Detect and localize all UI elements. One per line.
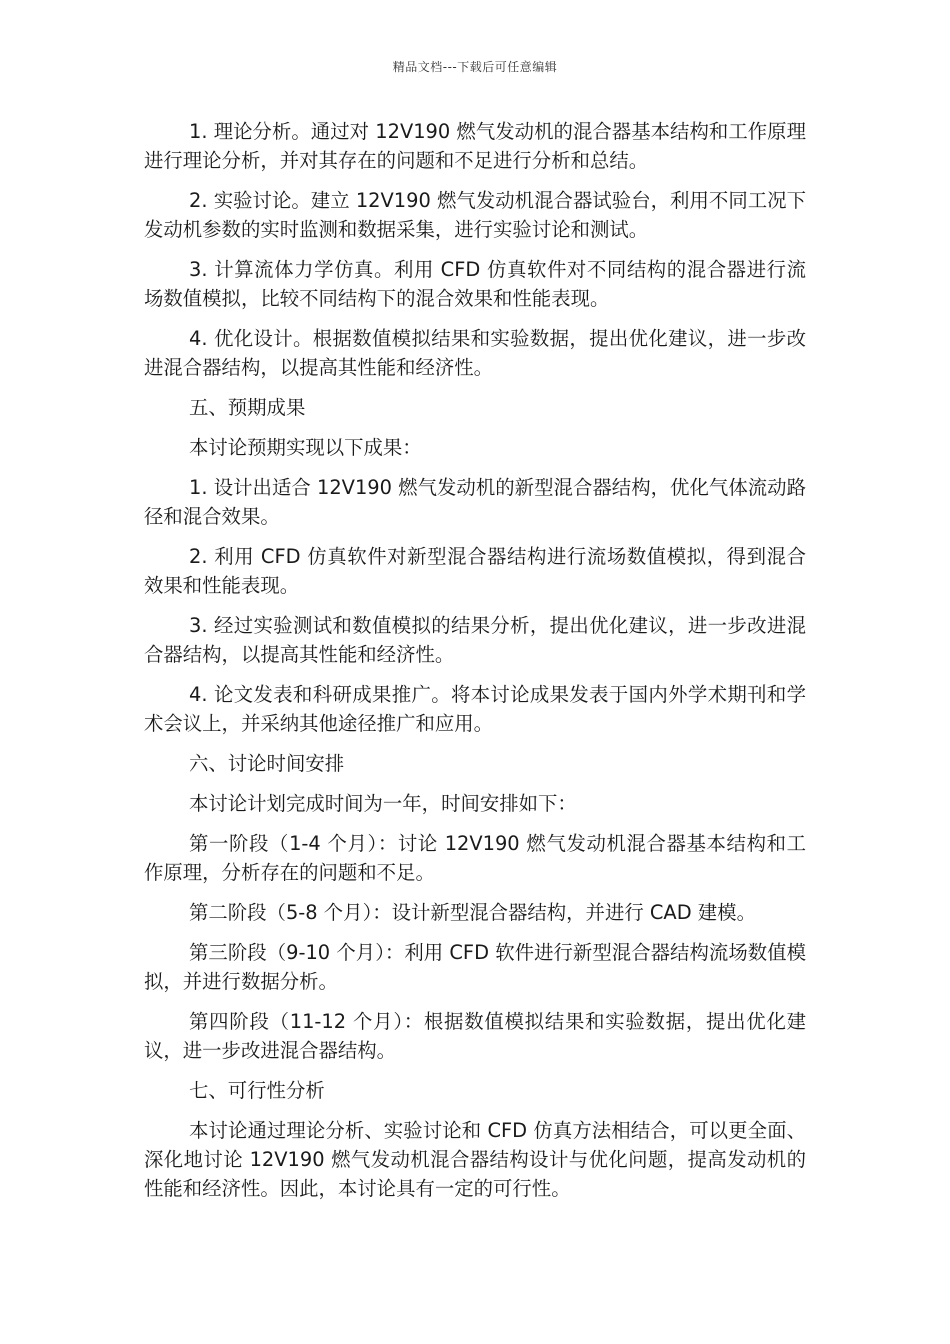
paragraph-phase-2: 第二阶段（5-8 个月）：设计新型混合器结构，并进行 CAD 建模。 <box>189 901 756 924</box>
paragraph-result-2: 2. 利用 CFD 仿真软件对新型混合器结构进行流场数值模拟，得到混合效果和性能表现。 <box>144 545 806 597</box>
paragraph-results-intro: 本讨论预期实现以下成果： <box>189 436 422 459</box>
document-body <box>144 117 806 1214</box>
section-heading-schedule: 六、讨论时间安排 <box>189 752 345 775</box>
paragraph-phase-3: 第三阶段（9-10 个月）：利用 CFD 软件进行新型混合器结构流场数值模拟，并进行数据分析。 <box>144 941 806 993</box>
paragraph-result-1: 1. 设计出适合 12V190 燃气发动机的新型混合器结构，优化气体流动路径和混合效果。 <box>144 476 806 528</box>
paragraph-phase-4: 第四阶段（11-12 个月）：根据数值模拟结果和实验数据，提出优化建议，进一步改进混合器结构。 <box>144 1010 806 1062</box>
paragraph-phase-1: 第一阶段（1-4 个月）：讨论 12V190 燃气发动机混合器基本结构和工作原理，分析存在的问题和不足。 <box>144 832 806 884</box>
page-header: 精品文档---下载后可任意编辑 <box>392 60 558 74</box>
paragraph-method-2: 2. 实验讨论。建立 12V190 燃气发动机混合器试验台，利用不同工况下发动机参数的实时监测和数据采集，进行实验讨论和测试。 <box>144 189 806 241</box>
paragraph-method-3: 3. 计算流体力学仿真。利用 CFD 仿真软件对不同结构的混合器进行流场数值模拟，比较不同结构下的混合效果和性能表现。 <box>144 258 806 310</box>
section-heading-feasibility: 七、可行性分析 <box>189 1079 325 1102</box>
paragraph-method-1: 1. 理论分析。通过对 12V190 燃气发动机的混合器基本结构和工作原理进行理论分析，并对其存在的问题和不足进行分析和总结。 <box>144 120 806 172</box>
section-heading-expected-results: 五、预期成果 <box>189 396 306 419</box>
paragraph-method-4: 4. 优化设计。根据数值模拟结果和实验数据，提出优化建议，进一步改进混合器结构，以提高其性能和经济性。 <box>144 327 806 379</box>
paragraph-schedule-intro: 本讨论计划完成时间为一年，时间安排如下： <box>189 792 577 815</box>
paragraph-result-4: 4. 论文发表和科研成果推广。将本讨论成果发表于国内外学术期刊和学术会议上，并采纳其他途径推广和应用。 <box>144 683 806 735</box>
paragraph-result-3: 3. 经过实验测试和数值模拟的结果分析，提出优化建议，进一步改进混合器结构，以提高其性能和经济性。 <box>144 614 806 666</box>
paragraph-feasibility: 本讨论通过理论分析、实验讨论和 CFD 仿真方法相结合，可以更全面、深化地讨论 12V190 燃气发动机混合器结构设计与优化问题，提高发动机的性能和经济性。因此，本讨论具有一定的可行性。 <box>144 1119 806 1200</box>
